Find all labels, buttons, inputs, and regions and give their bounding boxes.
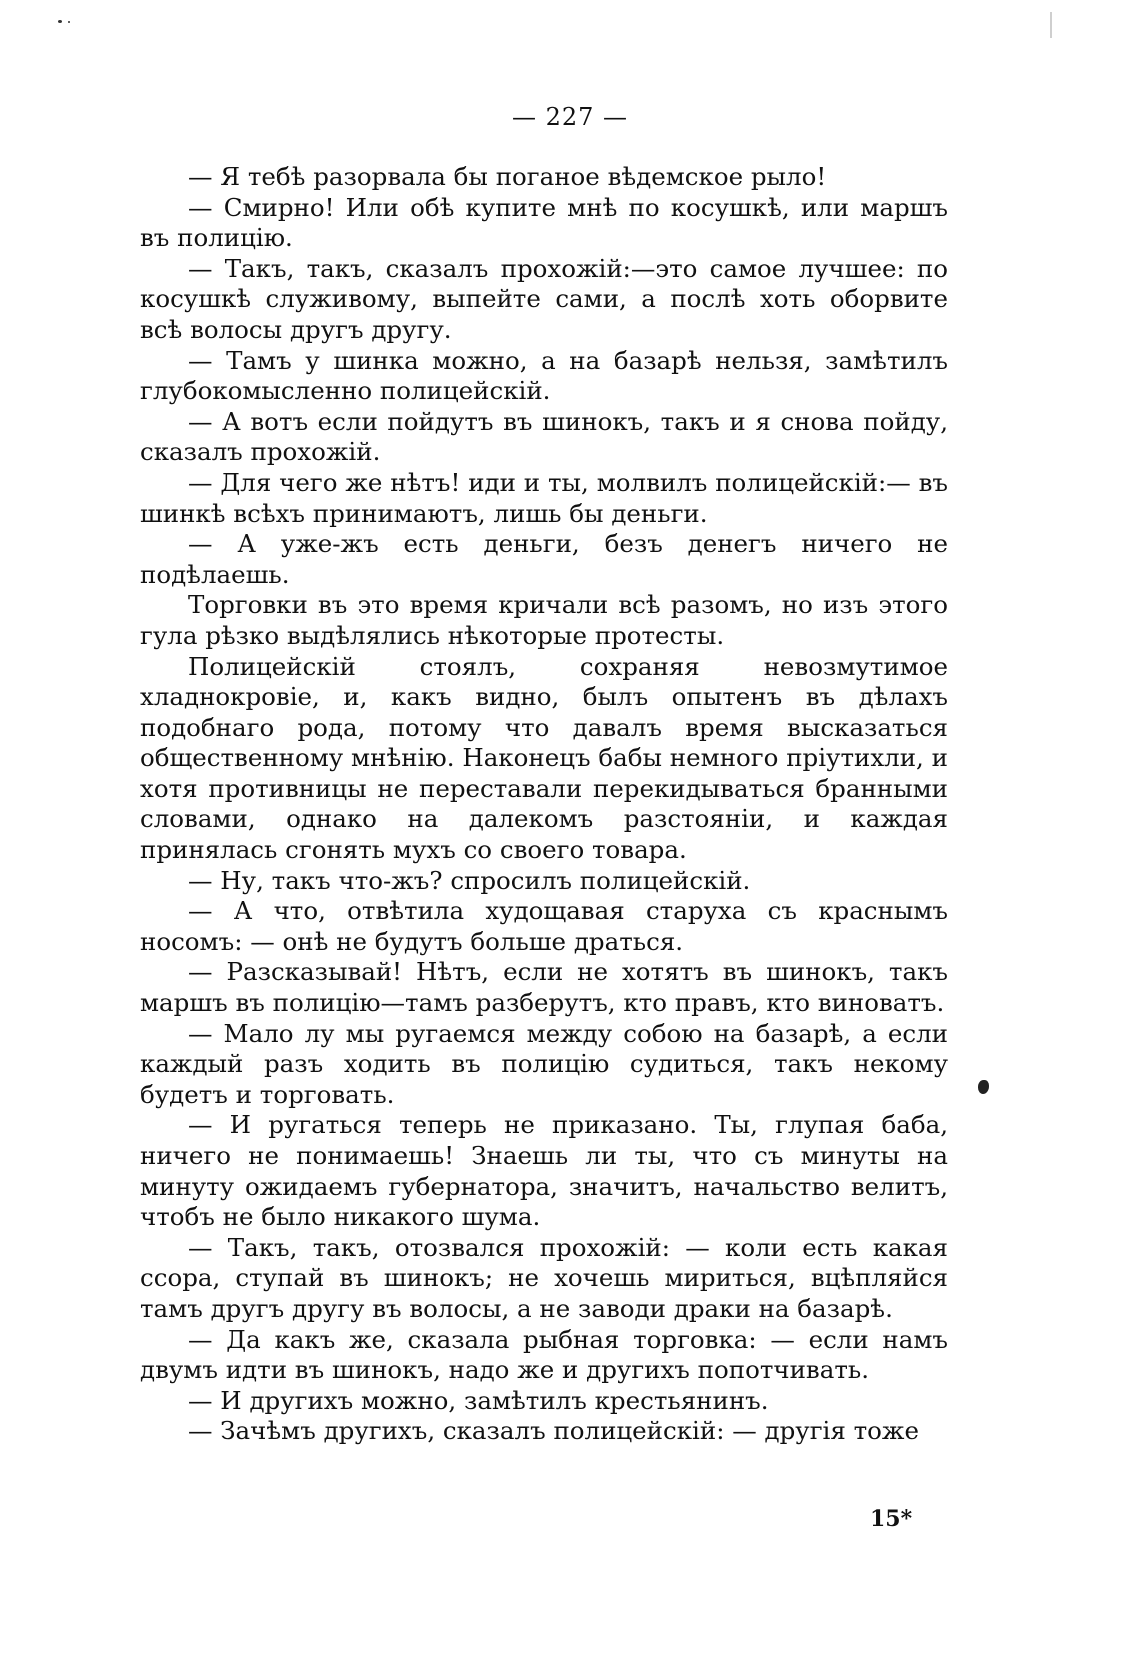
paragraph: — Ну, такъ что-жъ? спросилъ полицейскій.	[188, 865, 751, 895]
paragraph: — Я тебѣ разорвала бы поганое вѣдемское рыло!	[188, 162, 827, 191]
ink-blot	[978, 1080, 989, 1094]
signature-mark: 15*	[870, 1506, 913, 1532]
paragraph: — А что, отвѣтила худощавая старуха съ краснымъ носомъ: — онѣ не будутъ больше драться.	[140, 896, 948, 956]
paragraph: — Разсказывай! Нѣтъ, если не хотятъ въ шинокъ, такъ маршъ въ полицію—тамъ разберутъ, кто правъ, кто виноватъ.	[140, 957, 948, 1018]
paragraph: Торговки въ это время кричали всѣ разомъ, но изъ этого гула рѣзко выдѣлялись нѣкоторые протесты.	[140, 590, 948, 650]
paragraph: — И другихъ можно, замѣтилъ крестьянинъ.	[188, 1385, 769, 1415]
paragraph: — Зачѣмъ другихъ, сказалъ полицейскій: — другія тоже	[188, 1416, 919, 1446]
paragraph: — Мало лу мы ругаемся между собою на базарѣ, а если каждый разъ ходить въ полицію судиться, такъ некому будетъ и торговать.	[140, 1018, 948, 1109]
paragraph: — И ругаться теперь не приказано. Ты, глупая баба, ничего не понимаешь! Знаешь ли ты, что съ минуты на минуту ожидаемъ губернатора, значитъ, начальство велитъ, чтобъ не было никакого шума.	[140, 1110, 948, 1232]
ink-speck	[58, 20, 62, 23]
paragraph: — Для чего же нѣтъ! иди и ты, молвилъ полицейскій:— въ шинкѣ всѣхъ принимаютъ, лишь бы деньги.	[140, 467, 948, 528]
page-number: — 227 —	[511, 103, 629, 131]
paragraph: Полицейскій стоялъ, сохраняя невозмутимое хладнокровіе, и, какъ видно, былъ опытенъ въ дѣлахъ подобнаго рода, потому что давалъ время высказаться общественному мнѣнію. Наконецъ бабы немного пріутихли, и хотя противницы не переставали перекидываться бранными словами, однако на далекомъ разстояніи, и каждая принялась сгонять мухъ со своего товара.	[140, 651, 948, 865]
paragraph: — А вотъ если пойдутъ въ шинокъ, такъ и я снова пойду, сказалъ прохожій.	[140, 406, 948, 467]
ink-speck	[68, 21, 70, 23]
paragraph: — Смирно! Или обѣ купите мнѣ по косушкѣ, или маршъ въ полицію.	[140, 192, 948, 253]
paragraph: — Тамъ у шинка можно, а на базарѣ нельзя, замѣтилъ глубокомысленно полицейскій.	[140, 345, 948, 406]
scan-line	[1050, 12, 1052, 38]
paragraph: — А уже-жъ есть деньги, безъ денегъ ничего не подѣлаешь.	[140, 529, 948, 589]
paragraph: — Такъ, такъ, сказалъ прохожій:—это самое лучшее: по косушкѣ служивому, выпейте сами, а послѣ хоть оборвите всѣ волосы другъ другу.	[140, 253, 948, 344]
body-text	[140, 162, 948, 1447]
paragraph: — Да какъ же, сказала рыбная торговка: — если намъ двумъ идти въ шинокъ, надо же и другихъ попотчивать.	[140, 1324, 948, 1385]
paragraph: — Такъ, такъ, отозвался прохожій: — коли есть какая ссора, ступай въ шинокъ; не хочешь мириться, вцѣпляйся тамъ другъ другу въ волосы, а не заводи драки на базарѣ.	[140, 1232, 948, 1323]
